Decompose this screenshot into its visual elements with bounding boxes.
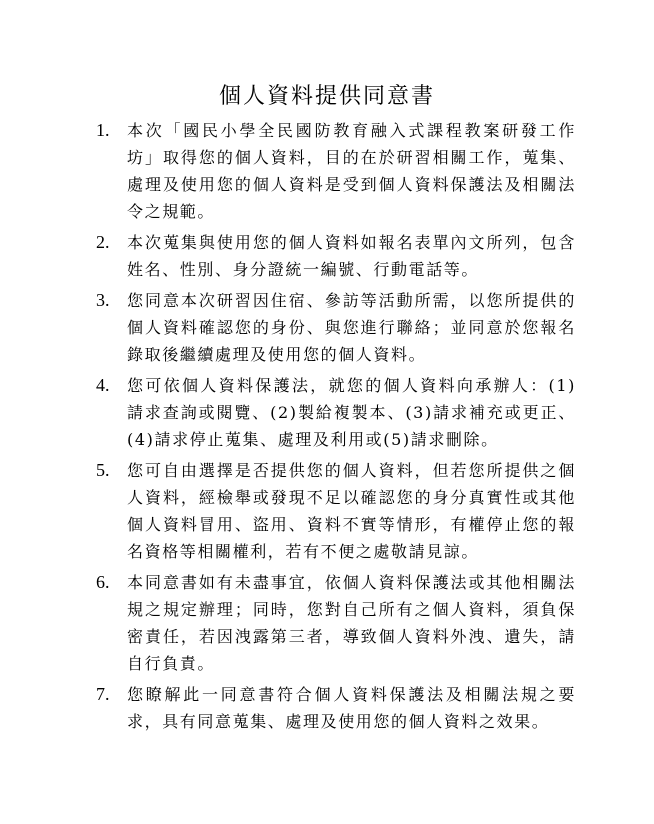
clause-number: 2.: [96, 232, 110, 252]
clause-2: [96, 229, 576, 283]
clause-5: [96, 457, 576, 565]
clause-text: 本次蒐集與使用您的個人資料如報名表單內文所列，包含姓名、性別、身分證統一編號、行動電話等。: [127, 233, 576, 279]
clause-text: 本次「國民小學全民國防教育融入式課程教案研發工作坊」取得您的個人資料，目的在於研習相關工作，蒐集、處理及使用您的個人資料是受到個人資料保護法及相關法令之規範。: [127, 121, 576, 221]
clause-text: 您可依個人資料保護法，就您的個人資料向承辦人：(1)請求查詢或閱覽、(2)製給複製本、(3)請求補充或更正、(4)請求停止蒐集、處理及利用或(5)請求刪除。: [127, 376, 576, 449]
clause-number: 3.: [96, 290, 110, 310]
clause-number: 1.: [96, 120, 110, 140]
clause-number: 6.: [96, 572, 110, 592]
clause-7: [96, 681, 576, 735]
clause-number: 5.: [96, 460, 110, 480]
clause-text: 您瞭解此一同意書符合個人資料保護法及相關法規之要求，具有同意蒐集、處理及使用您的個人資料之效果。: [127, 685, 576, 731]
clause-text: 您可自由選擇是否提供您的個人資料，但若您所提供之個人資料，經檢舉或發現不足以確認您的身分真實性或其他個人資料冒用、盜用、資料不實等情形，有權停止您的報名資格等相關權利，若有不便之處敬請見諒。: [127, 461, 576, 561]
clause-number: 7.: [96, 684, 110, 704]
clause-1: [96, 117, 576, 225]
clause-number: 4.: [96, 375, 110, 395]
consent-clause-list: [96, 117, 576, 739]
clause-text: 本同意書如有未盡事宜，依個人資料保護法或其他相關法規之規定辦理；同時，您對自己所有之個人資料，須負保密責任，若因洩露第三者，導致個人資料外洩、遺失，請自行負責。: [127, 573, 576, 673]
clause-3: [96, 287, 576, 368]
clause-6: [96, 569, 576, 677]
document-title: 個人資料提供同意書: [218, 84, 435, 109]
clause-text: 您同意本次研習因住宿、參訪等活動所需，以您所提供的個人資料確認您的身份、與您進行聯絡；並同意於您報名錄取後繼續處理及使用您的個人資料。: [127, 291, 576, 364]
clause-4: [96, 372, 576, 453]
